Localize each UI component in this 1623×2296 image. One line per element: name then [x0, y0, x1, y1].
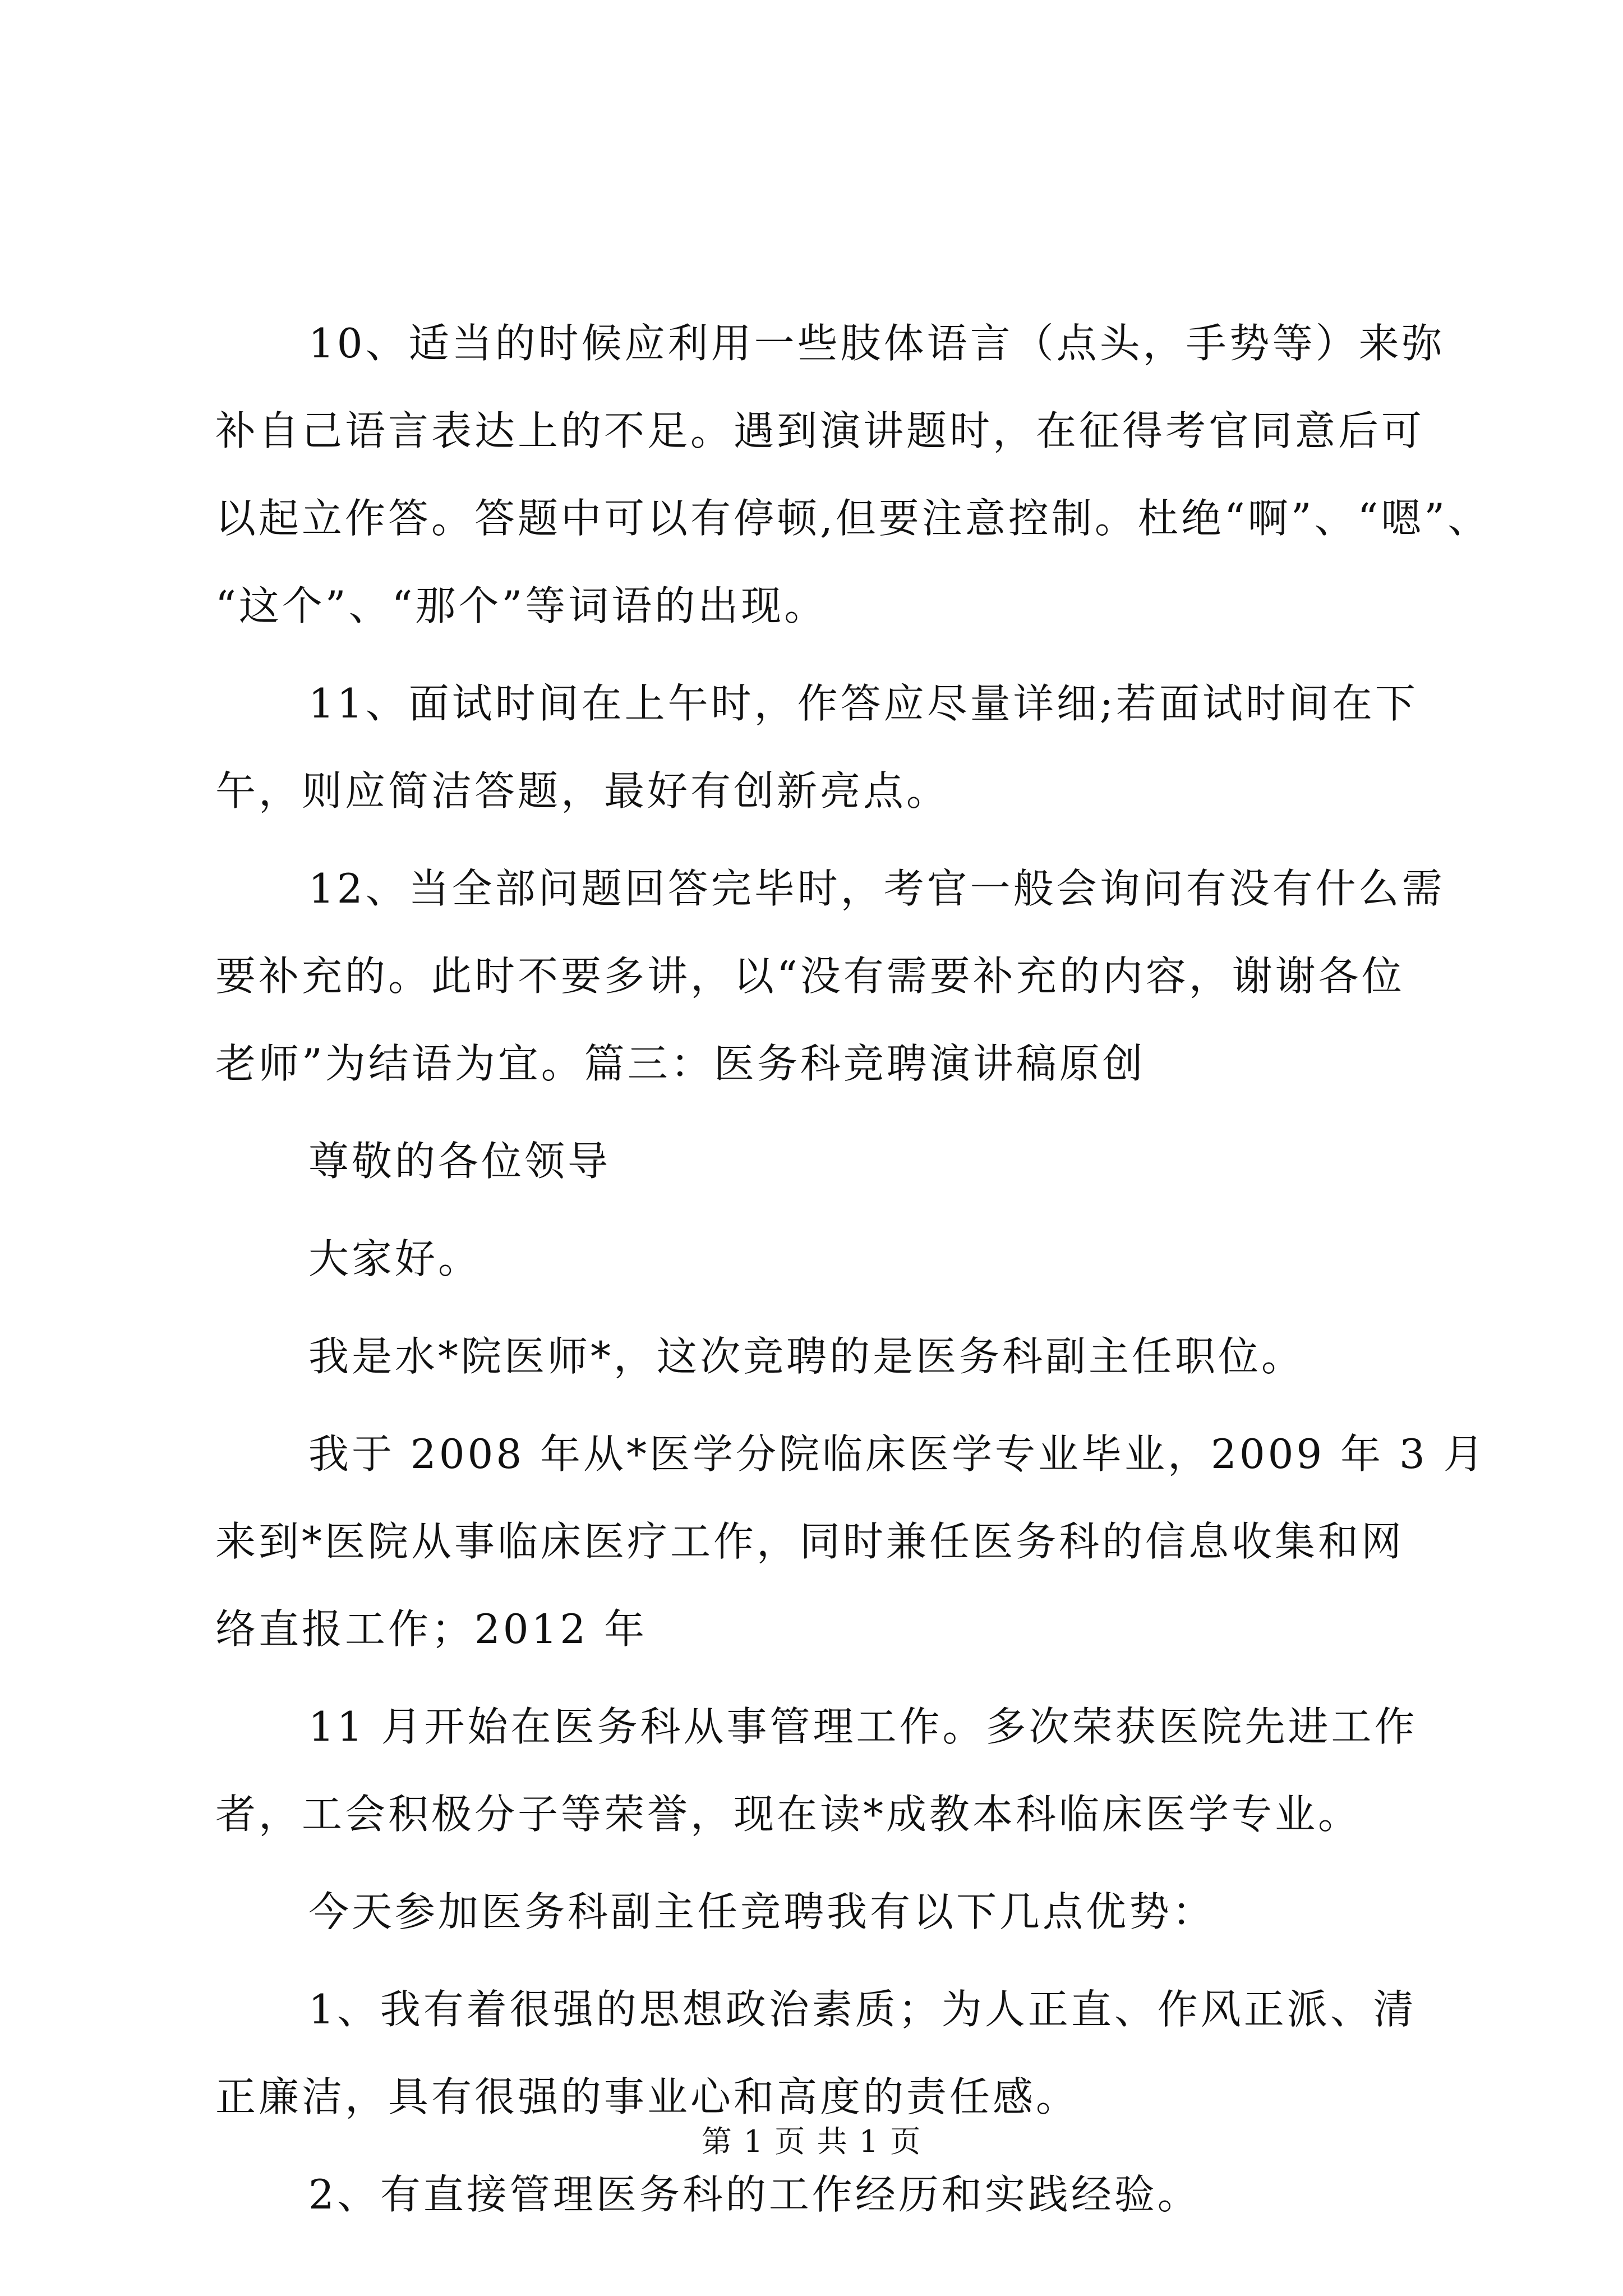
document-body [215, 300, 1491, 2238]
page-footer: 第 1 页 共 1 页 [701, 2124, 922, 2159]
advantage-1-line-2: 正廉洁，具有很强的事业心和高度的责任感。 [215, 2073, 1080, 2120]
paragraph-11-line-1: 11、面试时间在上午时，作答应尽量详细;若面试时间在下 [308, 680, 1418, 727]
advantages-intro-line: 今天参加医务科副主任竞聘我有以下几点优势： [308, 1888, 1216, 1935]
salutation-line: 尊敬的各位领导 [308, 1138, 611, 1185]
experience-line-1: 11 月开始在医务科从事管理工作。多次荣获医院先进工作 [308, 1703, 1418, 1750]
paragraph-10-line-2: 补自己语言表达上的不足。遇到演讲题时，在征得考官同意后可 [215, 407, 1425, 454]
paragraph-12-line-1: 12、当全部问题回答完毕时，考官一般会询问有没有什么需 [308, 865, 1445, 912]
paragraph-10-line-4: “这个”、“那个”等词语的出现。 [215, 582, 828, 629]
paragraph-10-line-3: 以起立作答。答题中可以有停顿,但要注意控制。杜绝“啊”、“嗯”、 [215, 495, 1491, 542]
paragraph-11-line-2: 午，则应简洁答题，最好有创新亮点。 [215, 767, 950, 815]
experience-line-2: 者，工会积极分子等荣誉，现在读*成教本科临床医学专业。 [215, 1791, 1362, 1838]
introduction-line: 我是水*院医师*，这次竞聘的是医务科副主任职位。 [308, 1333, 1305, 1380]
paragraph-10-line-1: 10、适当的时候应利用一些肢体语言（点头，手势等）来弥 [308, 320, 1445, 367]
background-line-1: 我于 2008 年从*医学分院临床医学专业毕业，2009 年 3 月 [308, 1430, 1487, 1478]
greeting-line: 大家好。 [308, 1235, 482, 1282]
paragraph-12-line-2: 要补充的。此时不要多讲，以“没有需要补充的内容，谢谢各位 [215, 953, 1405, 1000]
advantage-1-line-1: 1、我有着很强的思想政治素质；为人正直、作风正派、清 [308, 1986, 1417, 2033]
advantage-2-line: 2、有直接管理医务科的工作经历和实践经验。 [308, 2171, 1201, 2218]
background-line-2: 来到*医院从事临床医疗工作，同时兼任医务科的信息收集和网 [215, 1518, 1405, 1565]
paragraph-12-line-3: 老师”为结语为宜。篇三：医务科竞聘演讲稿原创 [215, 1040, 1146, 1087]
background-line-3: 络直报工作；2012 年 [215, 1605, 648, 1653]
